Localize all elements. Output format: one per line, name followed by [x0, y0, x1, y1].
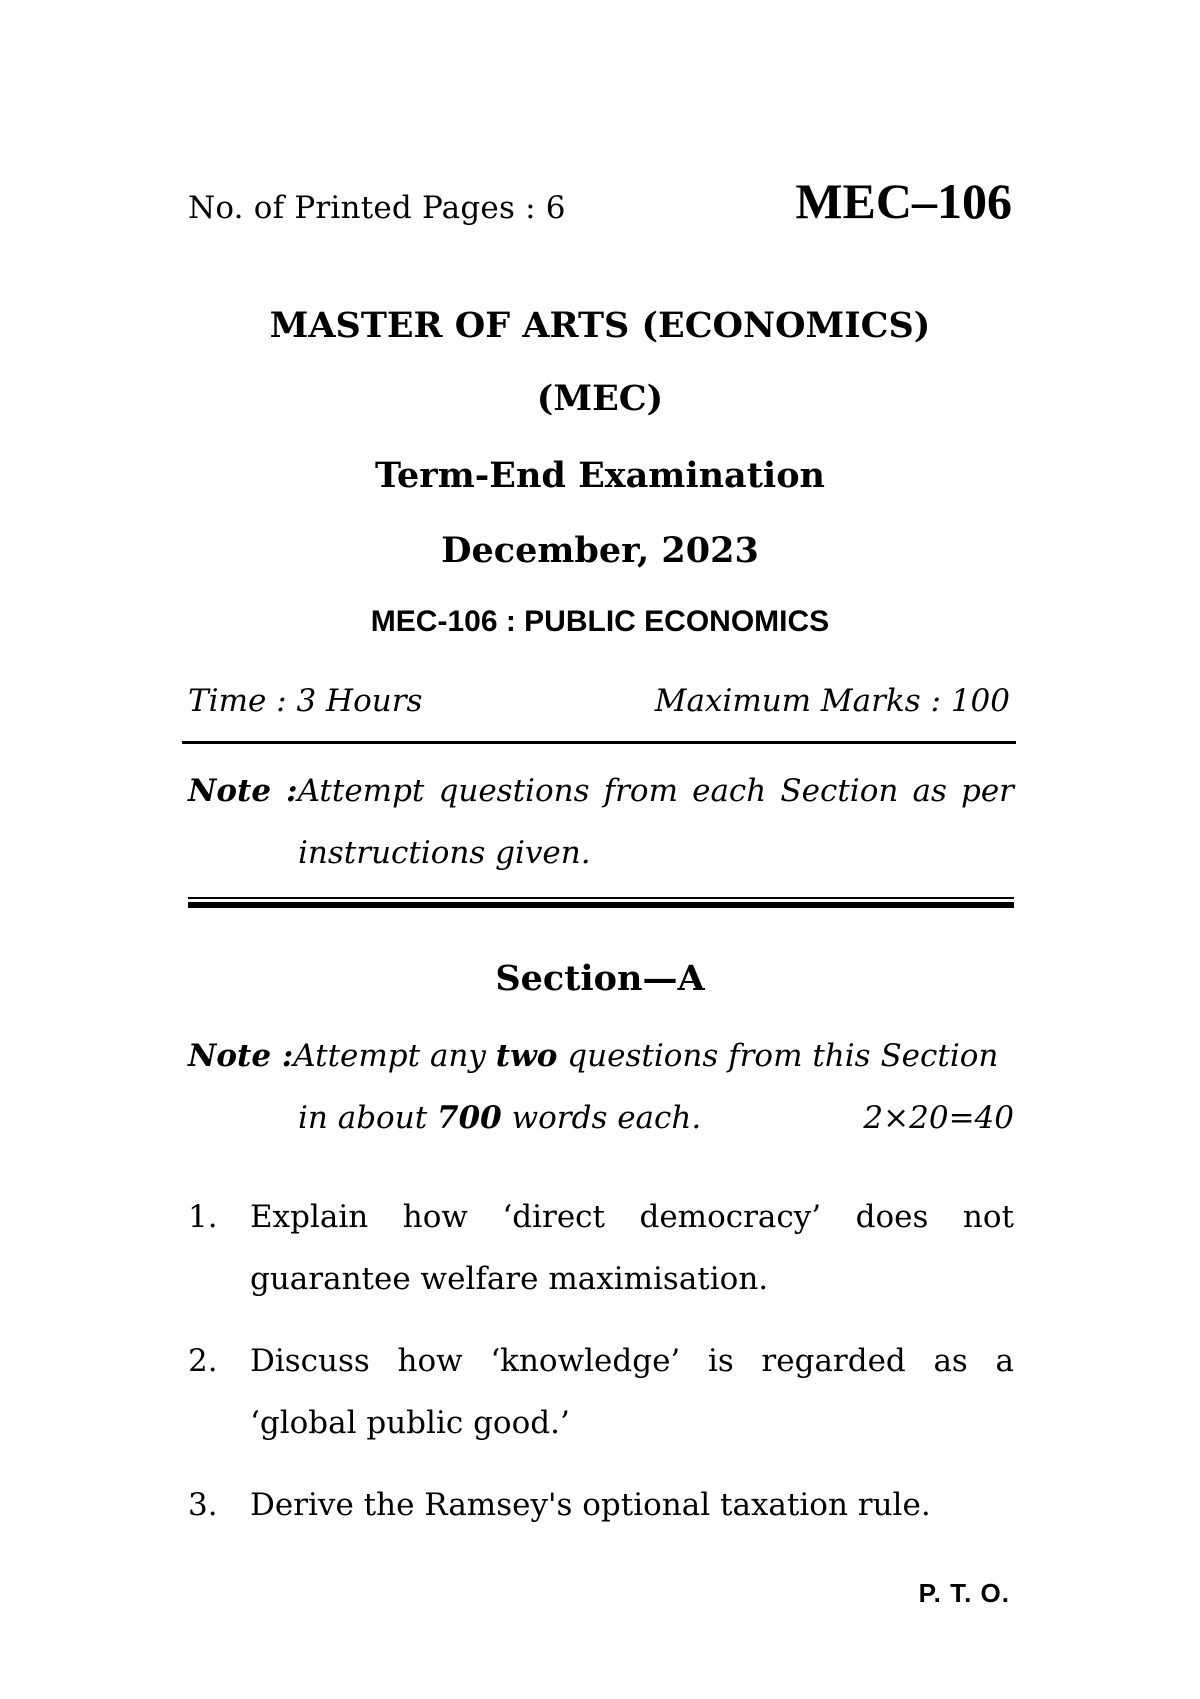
section-note-bold-700: 700: [437, 1100, 502, 1136]
question-number: 1.: [188, 1199, 218, 1235]
section-note-label: Note :: [188, 1038, 294, 1074]
printed-pages-count: No. of Printed Pages : 6: [188, 190, 566, 226]
course-title: MEC-106 : PUBLIC ECONOMICS: [370, 605, 830, 638]
section-note: [188, 1025, 1014, 1149]
paper-code: MEC–106: [795, 173, 1012, 229]
general-note-line1: [188, 760, 1014, 822]
exam-type: Term-End Examination: [374, 455, 825, 496]
programme-title: MASTER OF ARTS (ECONOMICS): [269, 305, 931, 346]
section-note-text3: in about: [298, 1100, 438, 1136]
general-note-text2: instructions given.: [298, 835, 591, 871]
section-note-line1: [188, 1025, 1014, 1087]
double-divider-thick: [188, 902, 1014, 908]
please-turn-over: P. T. O.: [918, 1578, 1010, 1608]
question-item: [188, 1474, 1014, 1536]
divider-line: [182, 741, 1016, 744]
general-note: [188, 760, 1014, 884]
question-list: [188, 1186, 1014, 1556]
note-label: Note :: [188, 773, 298, 809]
double-divider-thin: [188, 897, 1014, 899]
exam-date: December, 2023: [441, 530, 759, 571]
section-note-text4: words each.: [501, 1100, 702, 1136]
question-number: 3.: [188, 1487, 218, 1523]
section-note-text2: questions from this Section: [557, 1038, 999, 1074]
programme-code: (MEC): [536, 378, 664, 419]
general-note-text1: Attempt questions from each Section as per: [297, 773, 1015, 809]
question-text: Explain how ‘direct democracy’ does not guarantee welfare maximisation.: [250, 1199, 1014, 1297]
question-text: Discuss how ‘knowledge’ is regarded as a ‘global public good.’: [250, 1343, 1014, 1441]
maximum-marks: Maximum Marks : 100: [654, 683, 1010, 719]
question-text: Derive the Ramsey's optional taxation rule.: [250, 1487, 931, 1523]
question-item: [188, 1330, 1014, 1454]
section-note-text1: Attempt any: [293, 1038, 496, 1074]
section-marks: 2×20=40: [863, 1100, 1014, 1136]
section-heading: Section—A: [495, 958, 705, 999]
section-note-bold-two: two: [495, 1038, 558, 1074]
question-item: [188, 1186, 1014, 1310]
time-allowed: Time : 3 Hours: [188, 683, 423, 719]
question-number: 2.: [188, 1343, 218, 1379]
section-note-words: [298, 1087, 701, 1149]
section-note-line2: [188, 1087, 1014, 1149]
